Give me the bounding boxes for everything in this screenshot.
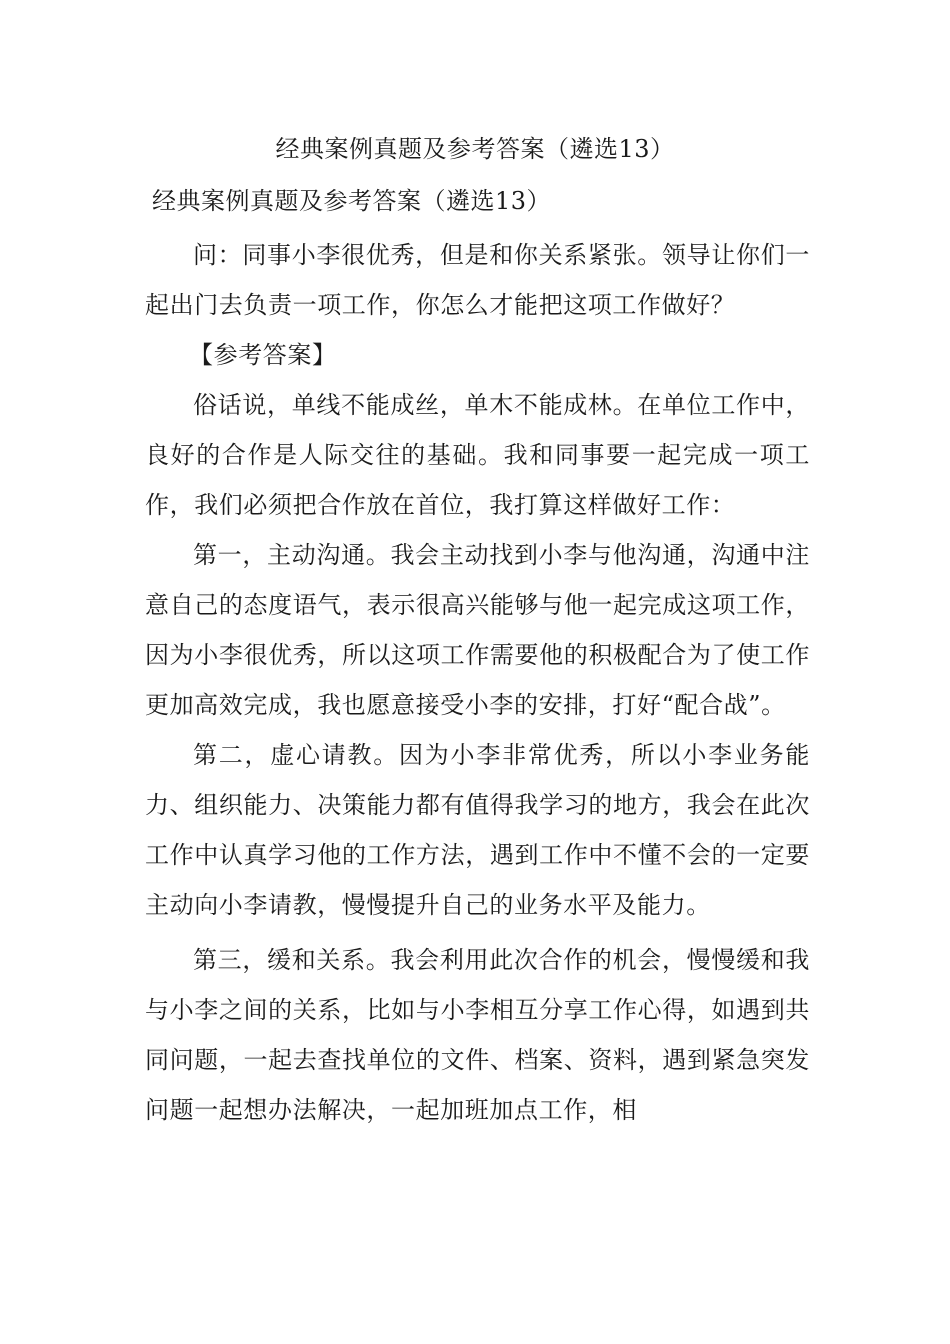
document-subtitle: 经典案例真题及参考答案（遴选13）	[152, 187, 552, 215]
answer-paragraph-second: 第二，虚心请教。因为小李非常优秀，所以小李业务能力、组织能力、决策能力都有值得我学习的地方，我会在此次工作中认真学习他的工作方法，遇到工作中不懂不会的一定要主动向小李请教，慢慢提升自己的业务水平及能力。	[145, 741, 810, 919]
answer-label: 【参考答案】	[189, 341, 337, 369]
question-paragraph: 问：同事小李很优秀，但是和你关系紧张。领导让你们一起出门去负责一项工作，你怎么才能把这项工作做好？	[145, 241, 810, 319]
answer-paragraph-third: 第三，缓和关系。我会利用此次合作的机会，慢慢缓和我与小李之间的关系，比如与小李相互分享工作心得，如遇到共同问题，一起去查找单位的文件、档案、资料，遇到紧急突发问题一起想办法解决，一起加班加点工作，相	[145, 946, 810, 1124]
answer-paragraph-first: 第一，主动沟通。我会主动找到小李与他沟通，沟通中注意自己的态度语气，表示很高兴能够与他一起完成这项工作，因为小李很优秀，所以这项工作需要他的积极配合为了使工作更加高效完成，我也愿意接受小李的安排，打好“配合战”。	[145, 541, 810, 719]
document-title: 经典案例真题及参考答案（遴选13）	[275, 135, 675, 163]
document-body	[145, 230, 810, 1135]
answer-paragraph-intro: 俗话说，单线不能成丝，单木不能成林。在单位工作中，良好的合作是人际交往的基础。我和同事要一起完成一项工作，我们必须把合作放在首位，我打算这样做好工作：	[145, 391, 810, 519]
